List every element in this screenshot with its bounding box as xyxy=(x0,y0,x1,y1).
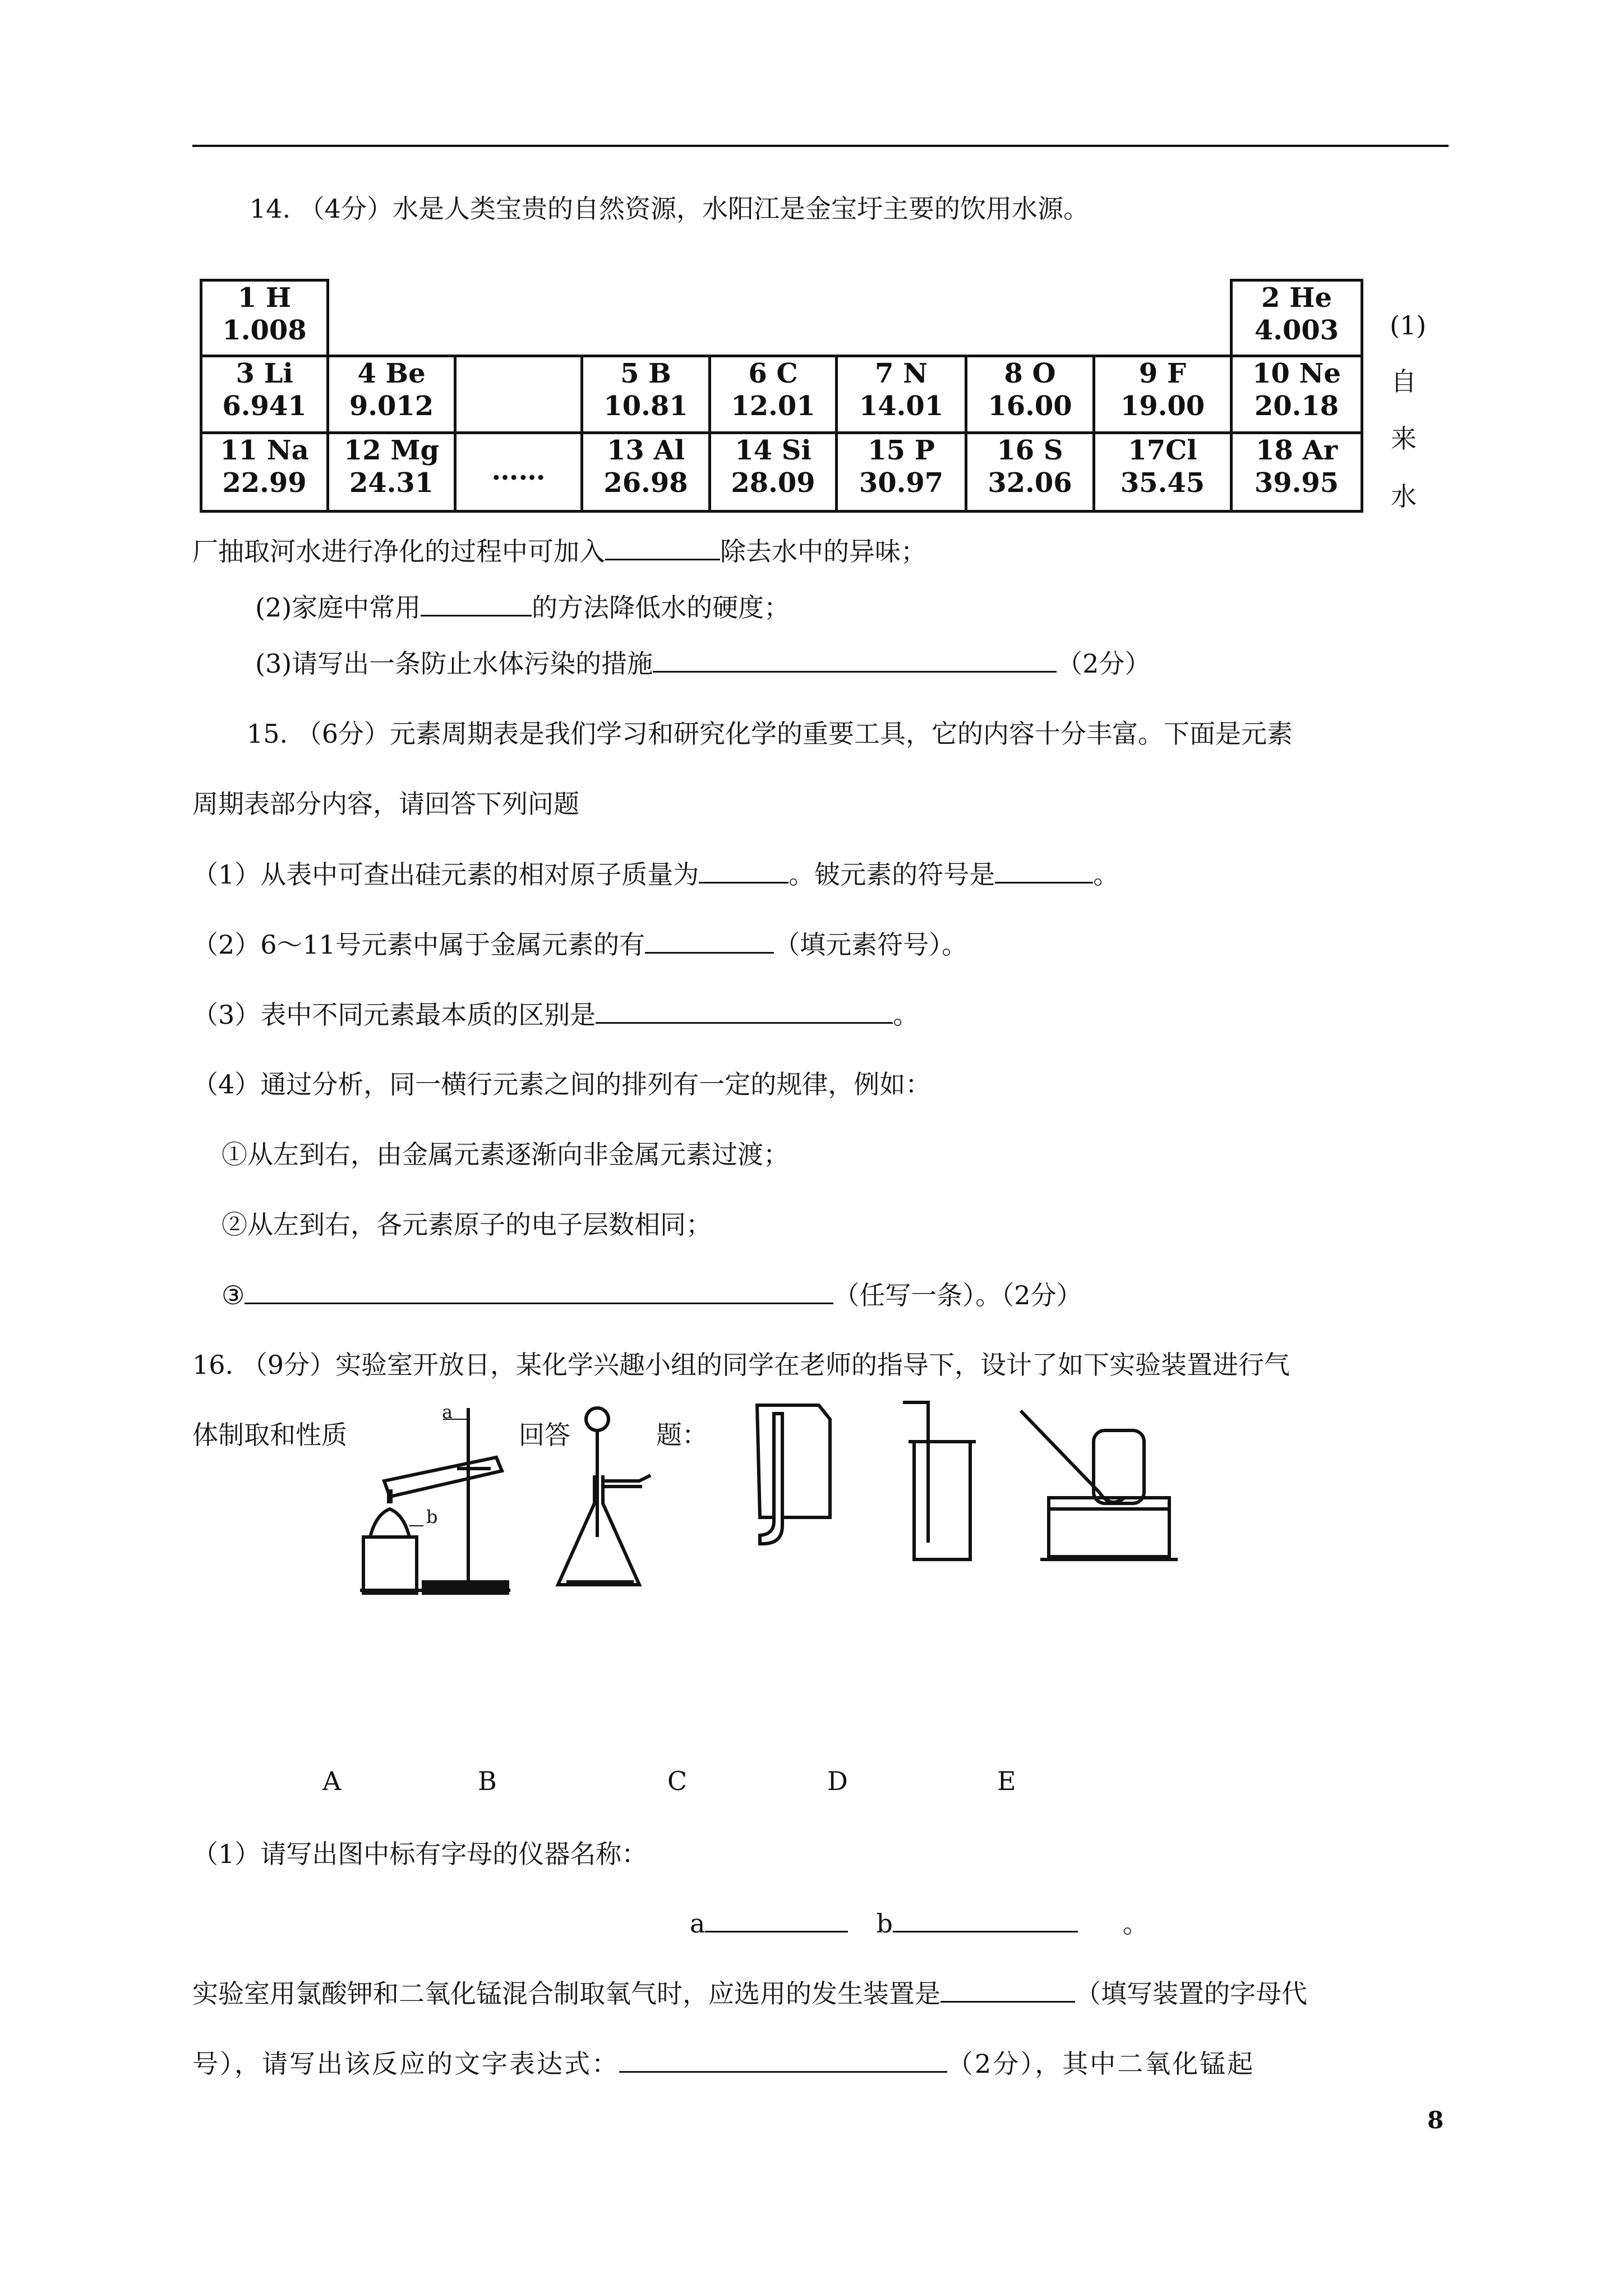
pt-cell-Ar xyxy=(1230,431,1363,513)
q15-p4: （4）通过分析，同一横行元素之间的排列有一定的规律，例如： xyxy=(192,1069,932,1099)
q16-line-2 xyxy=(192,2046,1255,2081)
answer-blank[interactable] xyxy=(893,1906,1078,1932)
pt-mass: 12.01 xyxy=(731,390,815,422)
pt-cell-O xyxy=(965,355,1095,434)
q14-intro: 14. （4分）水是人类宝贵的自然资源，水阳江是金宝圩主要的饮用水源。 xyxy=(250,194,1090,224)
q15-p1-text: （1）从表中可查出硅元素的相对原子质量为 xyxy=(192,859,699,890)
pt-symbol: 8 O xyxy=(1004,358,1056,389)
q16-intro-2b: 回答 xyxy=(519,1420,570,1450)
pt-symbol: 6 C xyxy=(748,358,798,389)
answer-blank[interactable] xyxy=(699,857,789,884)
pt-symbol: 17Cl xyxy=(1128,435,1197,466)
q14-p3-tail: （2分） xyxy=(1057,648,1151,679)
test-tube xyxy=(384,1457,502,1497)
pt-cell-S xyxy=(965,431,1095,513)
lamp-base xyxy=(363,1537,417,1593)
apparatus-figure xyxy=(348,1397,1273,1610)
pt-cell-Si xyxy=(708,431,838,513)
apparatus-label-C: C xyxy=(667,1766,688,1796)
q14-p1 xyxy=(192,534,926,568)
q15-intro-1: 15. （6分）元素周期表是我们学习和研究化学的重要工具，它的内容十分丰富。下面是元素 xyxy=(247,719,1293,749)
q14-side-char: 来 xyxy=(1391,424,1417,454)
pt-cell-B xyxy=(580,355,711,434)
funnel-bulb xyxy=(586,1408,608,1430)
q15-p3 xyxy=(192,997,919,1032)
q16-ans-a-label: a xyxy=(690,1908,706,1939)
gas-bottle-d xyxy=(914,1442,970,1559)
q16-line-2-text: 号），请写出该反应的文字表达式： xyxy=(192,2049,619,2079)
q16-line-1-text: 实验室用氯酸钾和二氧化锰混合制取氧气时，应选用的发生装置是 xyxy=(192,1978,940,2009)
q16-line-1-tail: （填写装置的字母代 xyxy=(1075,1978,1307,2009)
q15-p1 xyxy=(192,857,1119,891)
pt-mass: 9.012 xyxy=(349,390,434,422)
q14-side-char: 自 xyxy=(1391,366,1417,397)
pt-mass: 19.00 xyxy=(1120,390,1205,422)
pt-cell-Na xyxy=(200,431,329,513)
q15-p3-text: （3）表中不同元素最本质的区别是 xyxy=(192,1000,596,1030)
q16-intro-2c: 题： xyxy=(656,1420,708,1450)
answer-blank[interactable] xyxy=(940,1976,1075,2003)
q14-p2 xyxy=(255,590,790,624)
pt-mass: 39.95 xyxy=(1254,467,1339,499)
pt-cell-empty xyxy=(454,355,583,434)
periodic-table xyxy=(200,279,1363,513)
pt-symbol: 5 B xyxy=(620,358,671,389)
answer-blank[interactable] xyxy=(245,1278,833,1304)
q15-rule-3-tail: （任写一条）。（2分） xyxy=(833,1280,1082,1310)
pt-cell-He xyxy=(1230,279,1363,357)
pt-symbol: 10 Ne xyxy=(1252,358,1341,389)
answer-blank[interactable] xyxy=(619,2046,947,2073)
pt-cell-H xyxy=(200,279,329,357)
header-rule xyxy=(192,145,1449,147)
q16-intro-1: 16. （9分）实验室开放日，某化学兴趣小组的同学在老师的指导下，设计了如下实验装置进行气 xyxy=(192,1350,1290,1380)
pt-cell-ellipsis xyxy=(454,431,583,513)
pt-cell-Li xyxy=(200,355,329,434)
pt-symbol: 18 Ar xyxy=(1255,435,1338,466)
pt-symbol: 1 H xyxy=(237,282,292,314)
answer-blank[interactable] xyxy=(995,857,1093,884)
pt-cell-Ne xyxy=(1230,355,1363,434)
q15-p2 xyxy=(192,927,967,961)
q14-side-char: 水 xyxy=(1391,481,1417,512)
pt-mass: 32.06 xyxy=(988,467,1072,499)
pt-symbol: 2 He xyxy=(1261,282,1332,314)
pt-mass: 22.99 xyxy=(222,467,307,499)
pt-mass: 26.98 xyxy=(603,467,688,499)
q16-ans-end: 。 xyxy=(1122,1908,1149,1939)
pt-mass: 6.941 xyxy=(222,390,307,422)
apparatus-label-B: B xyxy=(478,1766,497,1796)
pt-symbol: 16 S xyxy=(997,435,1063,466)
pt-mass: 14.01 xyxy=(859,390,944,422)
q14-p3-text: (3)请写出一条防止水体污染的措施 xyxy=(255,648,653,679)
answer-blank[interactable] xyxy=(421,590,532,616)
apparatus-label-A: A xyxy=(322,1766,342,1796)
q15-rule-3-marker: ③ xyxy=(222,1280,245,1310)
pt-symbol: 9 F xyxy=(1138,358,1187,389)
q15-p2-text: （2）6～11号元素中属于金属元素的有 xyxy=(192,930,645,960)
answer-blank[interactable] xyxy=(596,997,893,1024)
q14-p1-text: 厂抽取河水进行净化的过程中可加入 xyxy=(192,536,605,567)
pt-mass: 20.18 xyxy=(1254,390,1339,422)
q16-answer-line xyxy=(690,1906,1149,1940)
pt-mass: 30.97 xyxy=(859,467,944,499)
alcohol-lamp xyxy=(370,1509,409,1537)
pt-cell-C xyxy=(708,355,838,434)
answer-blank[interactable] xyxy=(605,534,720,560)
answer-blank[interactable] xyxy=(653,646,1057,673)
apparatus-label-E: E xyxy=(997,1766,1016,1796)
q16-p1: （1）请写出图中标有字母的仪器名称： xyxy=(192,1839,648,1869)
q15-rule-2: ②从左到右，各元素原子的电子层数相同； xyxy=(222,1209,712,1240)
pt-symbol: 11 Na xyxy=(220,435,309,466)
q15-rule-1: ①从左到右，由金属元素逐渐向非金属元素过渡； xyxy=(222,1139,789,1170)
pt-mass: 4.003 xyxy=(1254,315,1339,346)
pt-cell-Cl xyxy=(1092,431,1233,513)
answer-blank[interactable] xyxy=(645,927,774,954)
pt-symbol: 12 Mg xyxy=(343,435,440,466)
q14-p1-tail: 除去水中的异味； xyxy=(720,536,926,567)
pt-mass: 28.09 xyxy=(731,467,815,499)
q15-rule-3 xyxy=(222,1278,1082,1312)
answer-blank[interactable] xyxy=(705,1906,848,1932)
pt-cell-Be xyxy=(326,355,457,434)
q14-p3 xyxy=(255,646,1150,680)
pt-cell-F xyxy=(1092,355,1233,434)
q15-p3-end: 。 xyxy=(893,1000,919,1030)
q15-p1-end: 。 xyxy=(1093,859,1119,890)
pt-mass: 1.008 xyxy=(222,315,307,346)
pt-symbol: 7 N xyxy=(875,358,928,389)
q15-intro-2: 周期表部分内容，请回答下列问题 xyxy=(192,789,579,819)
pt-mass: 16.00 xyxy=(988,390,1072,422)
pt-cell-N xyxy=(835,355,967,434)
q16-intro-2a: 体制取和性质 xyxy=(192,1420,347,1450)
q16-ans-b-label: b xyxy=(876,1908,893,1939)
pt-symbol: 15 P xyxy=(868,435,935,466)
pt-mass: 35.45 xyxy=(1120,467,1205,499)
e-delivery-tube xyxy=(1021,1411,1124,1502)
label-a: a xyxy=(442,1401,453,1423)
q15-p2-tail: （填元素符号）。 xyxy=(774,930,968,960)
apparatus-label-D: D xyxy=(827,1766,848,1796)
pt-ellipsis: …… xyxy=(491,455,546,486)
q14-p1-label: (1) xyxy=(1390,310,1427,341)
label-b: b xyxy=(426,1506,438,1527)
q16-line-2-tail: （2分），其中二氧化锰起 xyxy=(947,2049,1255,2079)
page-number: 8 xyxy=(1427,2106,1444,2134)
pt-symbol: 14 Si xyxy=(735,435,811,466)
pt-cell-Al xyxy=(580,431,711,513)
pt-symbol: 4 Be xyxy=(357,358,426,389)
q15-p1-text-b: 。铍元素的符号是 xyxy=(789,859,995,890)
gas-bottle-c xyxy=(757,1405,830,1517)
pt-symbol: 13 Al xyxy=(607,435,685,466)
pt-mass: 24.31 xyxy=(349,467,434,499)
pt-cell-P xyxy=(835,431,967,513)
pt-mass: 10.81 xyxy=(603,390,688,422)
q14-p2-tail: 的方法降低水的硬度； xyxy=(532,592,790,623)
water-trough xyxy=(1049,1498,1169,1557)
pt-cell-Mg xyxy=(326,431,457,513)
q14-p2-text: (2)家庭中常用 xyxy=(255,592,421,623)
pt-symbol: 3 Li xyxy=(236,358,293,389)
q16-line-1 xyxy=(192,1976,1307,2010)
